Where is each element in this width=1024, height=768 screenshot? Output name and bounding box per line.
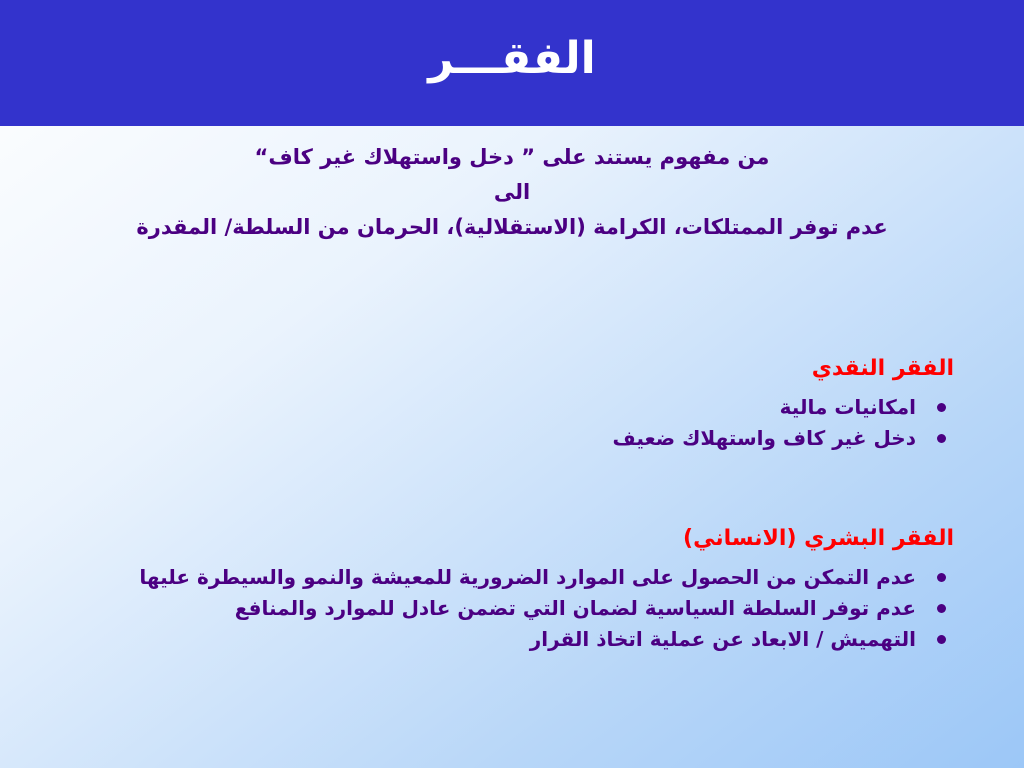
bullet-text: دخل غير كاف واستهلاك ضعيف	[612, 426, 916, 450]
bullet-dot-icon	[937, 403, 946, 412]
bullet-list	[64, 562, 954, 655]
section-heading: الفقر البشري (الانساني)	[683, 526, 954, 551]
list-item	[64, 423, 954, 454]
intro-line-3: عدم توفر الممتلكات، الكرامة (الاستقلالية)، الحرمان من السلطة/ المقدرة	[136, 215, 888, 239]
title-bar	[0, 0, 1024, 126]
section-heading: الفقر النقدي	[811, 356, 954, 381]
intro-line-2: الى	[493, 180, 531, 204]
section-monetary-poverty	[64, 352, 954, 454]
list-item	[64, 624, 954, 655]
list-item	[64, 562, 954, 593]
bullet-dot-icon	[937, 604, 946, 613]
bullet-list	[64, 392, 954, 454]
bullet-dot-icon	[937, 635, 946, 644]
intro-line-1: من مفهوم يستند على ” دخل واستهلاك غير كاف“	[254, 145, 770, 169]
bullet-text: امكانيات مالية	[779, 395, 916, 419]
list-item	[64, 392, 954, 423]
bullet-text: التهميش / الابعاد عن عملية اتخاذ القرار	[529, 627, 916, 651]
slide-title: الفقـــر	[428, 32, 596, 84]
bullet-dot-icon	[937, 573, 946, 582]
bullet-dot-icon	[937, 434, 946, 443]
bullet-text: عدم التمكن من الحصول على الموارد الضرورية للمعيشة والنمو والسيطرة عليها	[139, 565, 916, 589]
list-item	[64, 593, 954, 624]
section-human-poverty	[64, 522, 954, 655]
intro-block	[60, 140, 964, 245]
bullet-text: عدم توفر السلطة السياسية لضمان التي تضمن عادل للموارد والمنافع	[234, 596, 916, 620]
